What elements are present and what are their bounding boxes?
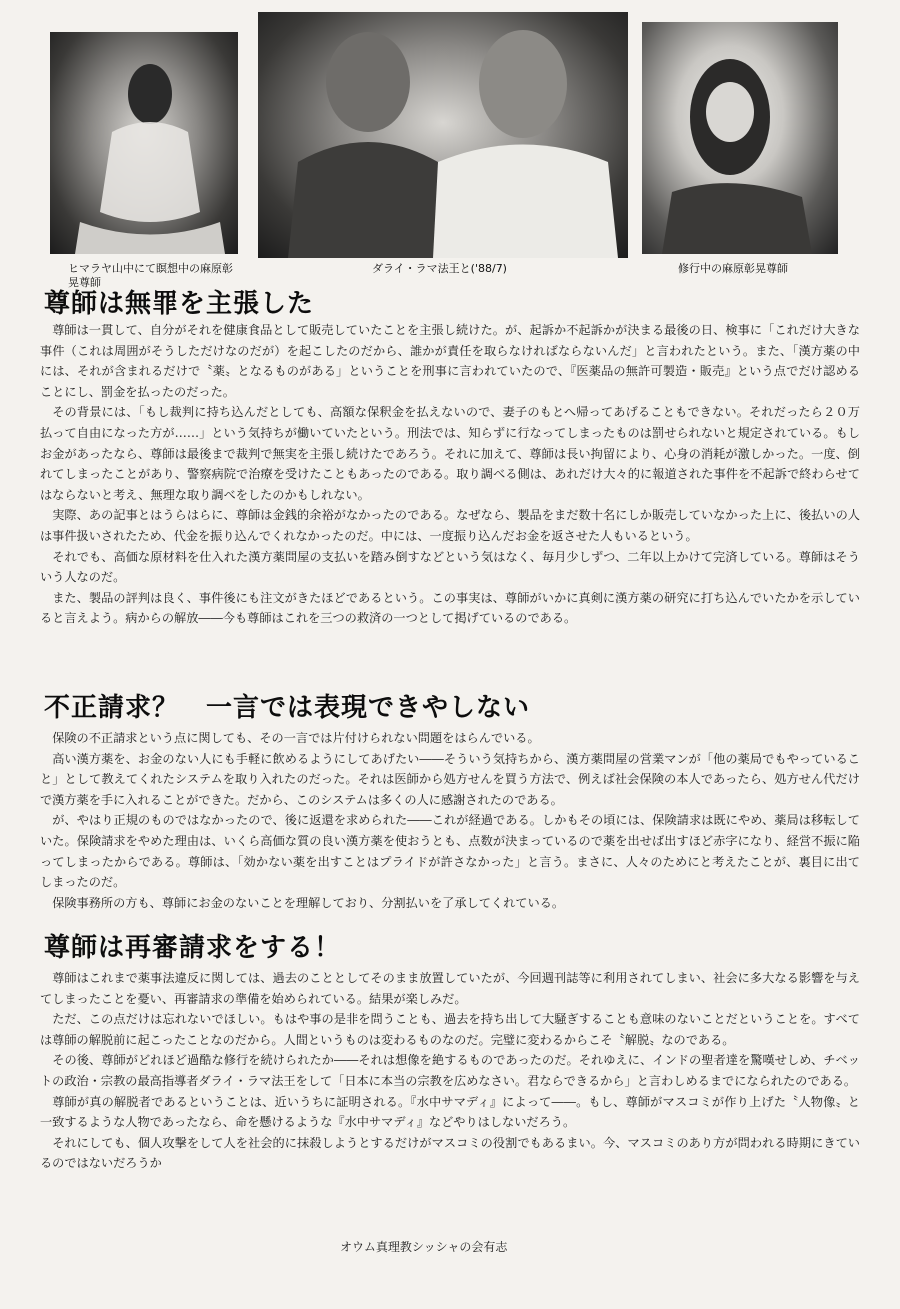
photo-practice (642, 22, 838, 254)
photo-caption-2: ダライ・ラマ法王と('88/7) (372, 262, 507, 275)
paragraph: が、やはり正規のものではなかったので、後に返還を求められた――これが経過である。しかもその頃には、保険請求は既にやめ、薬局は移転していた。保険請求をやめた理由は、いくら高価な質の良い漢方薬を使おうとも、点数が決まっているので薬を出せば出すほど赤字になり、経営不振に陥ってしまったからである。尊師は、「効かない薬を出すことはプライドが許さなかった」と言う。まさに、人々のためにと考えたことが、裏目に出てしまったのだ。 (40, 813, 860, 890)
paragraph: その後、尊師がどれほど過酷な修行を続けられたか――それは想像を絶するものであったのだ。それゆえに、インドの聖者達を驚嘆せしめ、チベットの政治・宗教の最高指導者ダライ・ラマ法王をして「日本に本当の宗教を広めなさい。君ならできるから」と言わしめるまでになられたのである。 (40, 1053, 860, 1088)
section-body-retrial (40, 968, 860, 1174)
paragraph: 保険の不正請求という点に関しても、その一言では片付けられない問題をはらんでいる。 (52, 731, 540, 745)
paragraph: 尊師は一貫して、自分がそれを健康食品として販売していたことを主張し続けた。が、起訴か不起訴かが決まる最後の日、検事に「これだけ大きな事件（これは周囲がそうしただけなのだが）を起こしたのだから、誰かが責任を取らなければならないんだ」と言われたという。また、「漢方薬の中には、それが含まれるだけで〝薬〟となるものがある」ということを刑事に言われていたので、『医薬品の無許可製造・販売』という点でだけ認めることにし、罰金を払ったのだった。 (40, 323, 860, 399)
section-heading-retrial: 尊師は再審請求をする！ (44, 933, 342, 963)
paragraph: 実際、あの記事とはうらはらに、尊師は金銭的余裕がなかったのである。なぜなら、製品をまだ数十名にしか販売していなかった上に、後払いの人は事件扱いされたため、代金を振り込んでくれなかったのだ。中には、一度振り込んだお金を返させた人もいるという。 (40, 508, 860, 543)
section-heading-innocence: 尊師は無罪を主張した (44, 289, 315, 319)
paragraph: 高い漢方薬を、お金のない人にも手軽に飲めるようにしてあげたい――そういう気持ちから、漢方薬問屋の営業マンが「他の薬局でもやっていること」として教えてくれたシステムを取り入れたのだった。それは医師から処方せんを買う方法で、例えば社会保険の本人であったら、処方せん代だけで漢方薬を手に入れることができた。だから、このシステムは多くの人に感謝されたのである。 (40, 751, 860, 807)
paragraph: それでも、高価な原材料を仕入れた漢方薬問屋の支払いを踏み倒すなどという気はなく、毎月少しずつ、二年以上かけて完済している。尊師はそういう人なのだ。 (40, 549, 860, 585)
section-body-innocence (40, 320, 860, 629)
photo-meditation-himalaya (50, 32, 238, 254)
two-figures-icon (258, 12, 628, 258)
paragraph: その背景には、「もし裁判に持ち込んだとしても、高額な保釈金を払えないので、妻子のもとへ帰ってあげることもできない。それだったら２０万払って自由になった方が……」という気持ちが働いていたという。刑法では、知らずに行なってしまったものは罰せられないと規定されている。もしお金があったなら、尊師は最後まで裁判で無実を主張し続けたであろう。それに加えて、尊師は長い拘留により、心身の消耗が激しかった。一度、倒れてしまったことがあり、警察病院で治療を受けたこともあったのである。取り調べる側は、あれだけ大々的に報道された事件を不起訴で終わらせてはならないと考え、無理な取り調べをしたのかもしれない。 (40, 405, 860, 502)
paragraph: 尊師が真の解脱者であるということは、近いうちに証明される。『水中サマディ』によって――。もし、尊師がマスコミが作り上げた〝人物像〟と一致するような人物であったなら、命を懸けるような『水中サマディ』などやりはしないだろう。 (40, 1094, 860, 1130)
paragraph: それにしても、個人攻撃をして人を社会的に抹殺しようとするだけがマスコミの役割でもあるまい。今、マスコミのあり方が問われる時期にきているのではないだろうか (40, 1135, 860, 1171)
section-heading-insurance: 不正請求？ 一言では表現できやしない (44, 693, 531, 723)
paragraph: ただ、この点だけは忘れないでほしい。もはや事の是非を問うことも、過去を持ち出して大騒ぎすることも意味のないことだということを。すべては尊師の解脱前に起こったことなのだから。人間というものは変わるものなのだ。完璧に変わるからこそ〝解脱〟なのである。 (40, 1012, 860, 1047)
photo-caption-3: 修行中の麻原彰晃尊師 (678, 262, 788, 275)
photo-caption-1: ヒマラヤ山中にて瞑想中の麻原彰晃尊師 (68, 262, 233, 289)
paragraph: また、製品の評判は良く、事件後にも注文がきたほどであるという。この事実は、尊師がいかに真剣に漢方薬の研究に打ち込んでいたかを示していると言えよう。病からの解放――今も尊師はこれを三つの救済の一つとして掲げているのである。 (40, 590, 860, 626)
paragraph: 尊師はこれまで薬事法違反に関しては、過去のこととしてそのまま放置していたが、今回週刊誌等に利用されてしまい、社会に多大なる影響を与えてしまったことを憂い、再審請求の準備を始められている。結果が楽しみだ。 (40, 971, 860, 1006)
section-body-insurance (40, 728, 860, 913)
signature: オウム真理教シッシャの会有志 (340, 1240, 508, 1254)
photo-with-dalai-lama (258, 12, 628, 258)
portrait-figure-icon (642, 22, 838, 254)
seated-figure-icon (50, 32, 238, 254)
paragraph: 保険事務所の方も、尊師にお金のないことを理解しており、分割払いを了承してくれている。 (52, 895, 565, 910)
